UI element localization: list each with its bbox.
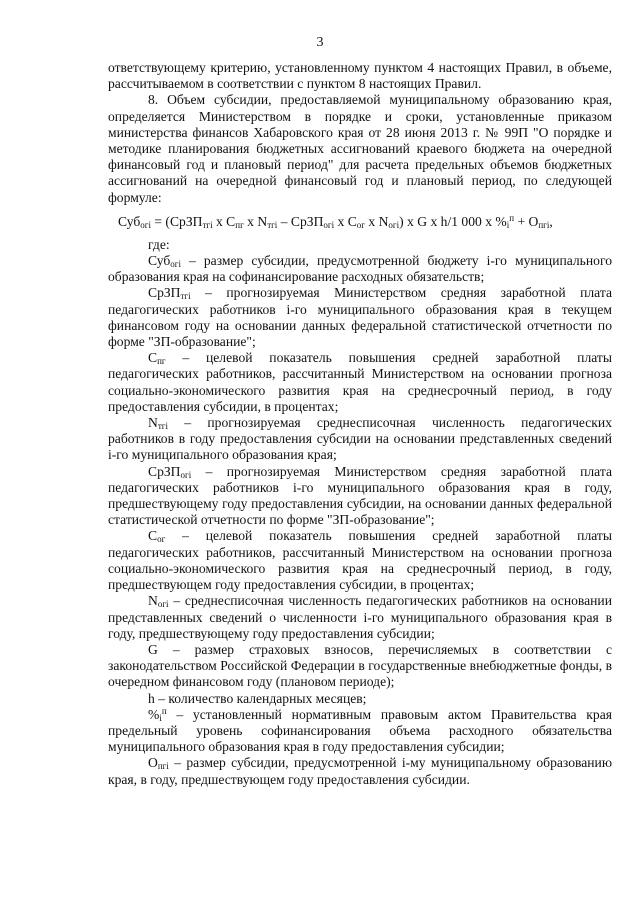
formula-part: x С: [212, 213, 236, 229]
formula-sub: пг: [235, 219, 244, 230]
definition-item: [108, 464, 612, 529]
definition-item: [108, 707, 612, 756]
definition-text: – количество календарных месяцев;: [154, 690, 367, 706]
definition-item: [108, 528, 612, 593]
definition-symbol-sub: ог: [157, 534, 166, 545]
formula-part: ,: [549, 213, 553, 229]
formula-sub: тгi: [267, 219, 278, 230]
formula-sup: п: [509, 212, 515, 223]
definition-item: [108, 755, 612, 787]
definition-item: [108, 415, 612, 464]
definition-symbol-sup: п: [161, 705, 167, 716]
definition-item: [108, 691, 612, 707]
definition-symbol-sub: пг: [157, 356, 166, 367]
definition-text: – целевой показатель повышения средней заработной платы педагогических работников, рассчитанный Министерством на основании прогноза социально-экономического развития края на среднесрочный период, в году предоставления субсидии, в процентах;: [108, 350, 612, 414]
definition-symbol: N: [148, 415, 158, 431]
definitions-list: [108, 253, 612, 788]
definition-text: – прогнозируемая Министерством средняя заработной плата педагогических работников i-го муниципального образования края в году, предшествующему году предоставления субсидии, на основании данных федеральной статистической отчетности по форме "ЗП-образование";: [108, 463, 612, 528]
definition-symbol-sub: тгi: [180, 291, 191, 302]
definition-item: [108, 642, 612, 691]
subsidy-formula: [108, 213, 612, 231]
formula-part: – СрЗП: [277, 213, 324, 229]
formula-sub: i: [506, 219, 510, 230]
formula-part: ) x G x h/1 000 x %: [399, 213, 507, 229]
page-number: 3: [316, 35, 324, 50]
formula-part: x N: [364, 213, 389, 229]
formula-sub: пгi: [538, 219, 550, 230]
definition-item: [108, 253, 612, 285]
formula-lhs-sub: огi: [140, 219, 151, 230]
formula-sub: тгi: [202, 219, 213, 230]
definition-item: [108, 593, 612, 642]
definition-symbol: СрЗП: [148, 285, 181, 301]
definition-symbol: С: [148, 528, 158, 544]
where-label: где:: [148, 236, 170, 252]
definition-text: – установленный нормативным правовым актом Правительства края предельный уровень софинансирования объема расходного обязательства муниципального образования края в году предоставления субсидии;: [108, 706, 612, 755]
definition-symbol-sub: огi: [157, 599, 169, 610]
definition-symbol-sub: пгi: [157, 761, 169, 772]
definition-symbol: h: [148, 690, 155, 706]
definition-item: [108, 350, 612, 415]
page-content: [108, 60, 612, 788]
definition-item: [108, 285, 612, 350]
paragraph-item-8: 8. Объем субсидии, предоставляемой муниципальному образованию края, определяется Министерством в порядке и сроки, установленные приказом министерства финансов Хабаровского края от 28 июня 2013 г. № 99П "О порядке и методике планирования бюджетных ассигнований краевого бюджета на очередной финансовый год и плановый период" для расчета предельных объемов бюджетных ассигнований на очередной финансовый год и плановый период, по следующей формуле:: [108, 92, 612, 205]
formula-part: x N: [243, 213, 268, 229]
definition-symbol: G: [148, 641, 158, 657]
definition-text: – размер страховых взносов, перечисляемых в соответствии с законодательством Российской Федерации в государственные внебюджетные фонды, в очередном финансовом году (плановом периоде);: [108, 641, 612, 690]
definition-symbol-sub: огi: [170, 259, 181, 270]
formula-part: = (СрЗП: [150, 213, 203, 229]
formula-sub: ог: [356, 219, 365, 230]
formula-sub: огi: [323, 219, 335, 230]
formula-lhs: Суб: [118, 213, 141, 229]
definition-symbol-sub: i: [159, 712, 162, 723]
definition-symbol: С: [148, 350, 158, 366]
paragraph-continuation: ответствующему критерию, установленному пунктом 4 настоящих Правил, в объеме, рассчитываемом в соответствии с пунктом 8 настоящих Правил.: [108, 60, 612, 92]
definition-text: – прогнозируемая Министерством средняя заработной плата педагогических работников i-го муниципального образования края в текущем финансовом году на основании данных федеральной статистической отчетности по форме "ЗП-образование";: [108, 285, 612, 350]
definition-text: – целевой показатель повышения средней заработной платы педагогических работников, рассчитанный Министерством на основании прогноза социально-экономического развития края на среднесрочный период, в году, предшествующем году предоставления субсидии, в процентах;: [108, 528, 612, 593]
definition-symbol: N: [148, 593, 158, 609]
definition-symbol: СрЗП: [148, 463, 181, 479]
formula-part: x С: [334, 213, 357, 229]
definition-symbol: %: [148, 706, 160, 722]
definition-text: – размер субсидии, предусмотренной бюджету i-го муниципального образования края на софинансирование расходных обязательств;: [108, 253, 612, 285]
definition-text: – прогнозируемая среднесписочная численность педагогических работников в году предоставления субсидии на основании представленных сведений i-го муниципального образования края;: [108, 415, 612, 463]
definition-text: – среднесписочная численность педагогических работников на основании представленных сведений о численности i-го муниципального образования края в году, предшествующему году предоставления субсидии;: [108, 593, 612, 641]
definition-text: – размер субсидии, предусмотренной i-му муниципальному образованию края, в году, предшествующем году предоставления субсидии.: [108, 755, 612, 787]
definition-symbol: О: [148, 755, 158, 771]
formula-sub: огi: [388, 219, 400, 230]
definition-symbol: Суб: [148, 253, 171, 269]
formula-part: + О: [514, 213, 539, 229]
definition-symbol-sub: тгi: [157, 421, 168, 432]
definition-symbol-sub: огi: [180, 469, 192, 480]
